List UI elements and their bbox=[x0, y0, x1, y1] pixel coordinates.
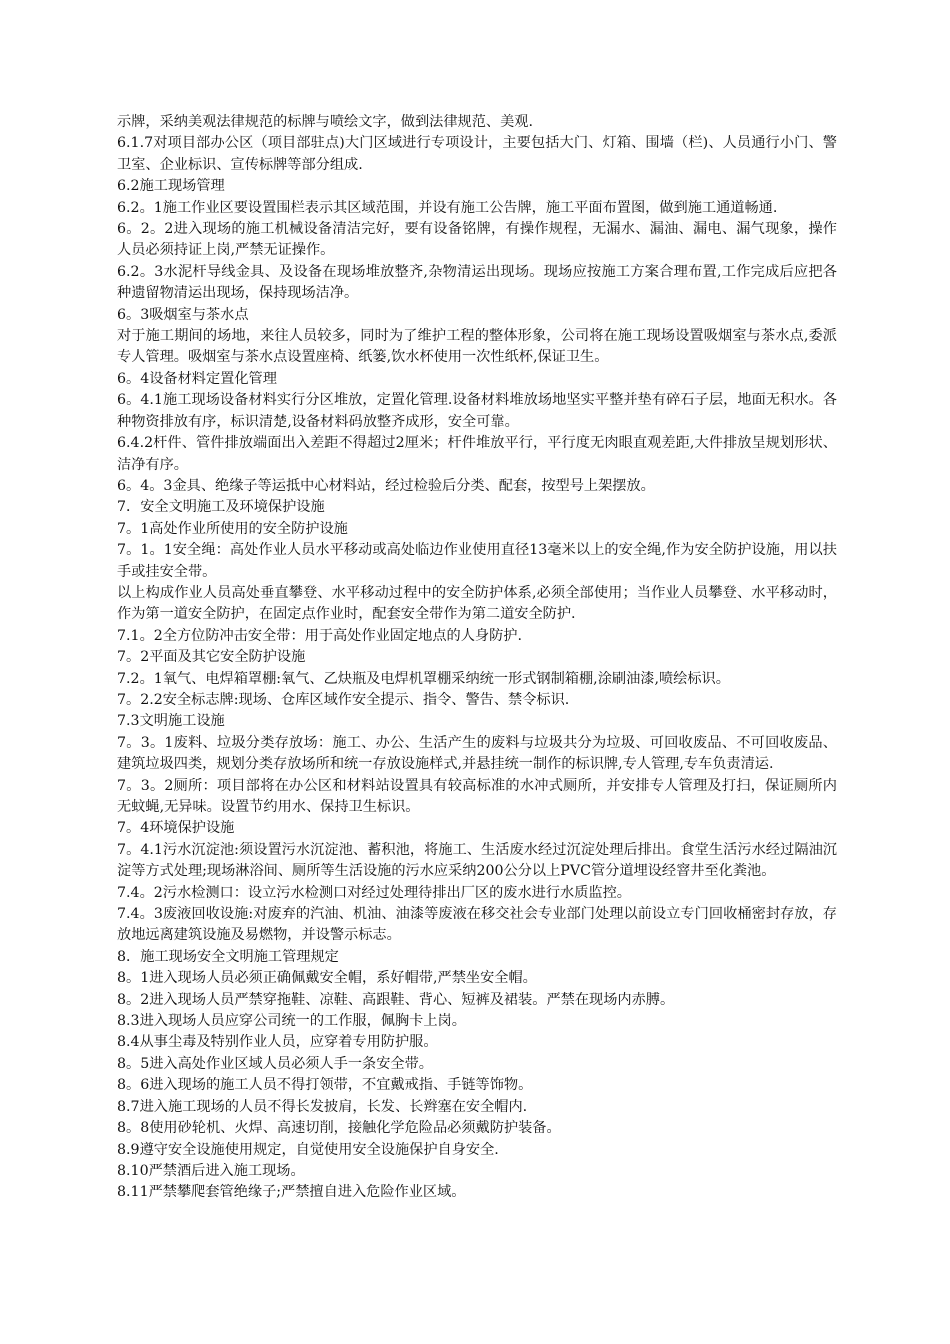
paragraph: 8.7进入施工现场的人员不得长发披肩，长发、长辫塞在安全帽内. bbox=[117, 1098, 528, 1115]
section-heading: 6。4设备材料定置化管理 bbox=[117, 370, 277, 387]
paragraph: 7.1。2全方位防冲击安全带：用于高处作业固定地点的人身防护. bbox=[117, 627, 522, 644]
paragraph: 8。6进入现场的施工人员不得打领带，不宜戴戒指、手链等饰物。 bbox=[117, 1077, 533, 1094]
paragraph: 7.4。3废液回收设施:对废弃的汽油、机油、油漆等废液在移交社会专业部门处理以前设立专门回收桶密封存放，存放地远离建筑设施及易燃物，并设警示标志。 bbox=[117, 906, 837, 944]
paragraph: 8.4从事尘毒及特别作业人员，应穿着专用防护服。 bbox=[117, 1034, 438, 1051]
paragraph: 6.1.7对项目部办公区（项目部驻点)大门区域进行专项设计，主要包括大门、灯箱、围墙（栏)、人员通行小门、警卫室、企业标识、宣传标牌等部分组成. bbox=[117, 135, 837, 173]
document-page bbox=[117, 112, 837, 1204]
section-heading: 7.3文明施工设施 bbox=[117, 713, 225, 730]
paragraph: 8.9遵守安全设施使用规定，自觉使用安全设施保护自身安全. bbox=[117, 1141, 499, 1158]
paragraph: 7。3。1废料、垃圾分类存放场：施工、办公、生活产生的废料与垃圾共分为垃圾、可回收废品、不可回收废品、建筑垃圾四类，规划分类存放场所和统一存放设施样式,并悬挂统一制作的标识牌,专人管理,专车负责清运. bbox=[117, 734, 837, 773]
paragraph: 对于施工期间的场地，来往人员较多，同时为了维护工程的整体形象，公司将在施工现场设置吸烟室与茶水点,委派专人管理。吸烟室与茶水点设置座椅、纸篓,饮水杯使用一次性纸杯,保证卫生。 bbox=[117, 328, 837, 366]
paragraph: 7。1。1安全绳：高处作业人员水平移动或高处临边作业使用直径13毫米以上的安全绳,作为安全防护设施，用以扶手或挂安全带。 bbox=[117, 542, 837, 580]
section-heading: 6.2施工现场管理 bbox=[117, 178, 225, 195]
paragraph: 6.4.2杆件、管件排放端面出入差距不得超过2厘米；杆件堆放平行，平行度无肉眼直观差距,大件排放呈规划形状、洁净有序。 bbox=[117, 435, 837, 473]
paragraph: 8。8使用砂轮机、火焊、高速切削，接触化学危险品必须戴防护装备。 bbox=[117, 1120, 561, 1137]
paragraph: 8.10严禁酒后进入施工现场。 bbox=[117, 1162, 305, 1179]
paragraph: 8.3进入现场人员应穿公司统一的工作服，佩胸卡上岗。 bbox=[117, 1013, 466, 1030]
paragraph: 7。3。2厕所：项目部将在办公区和材料站设置具有较高标准的水冲式厕所，并安排专人管理及打扫，保证厕所内无蚊蝇,无异味。设置节约用水、保持卫生标识。 bbox=[117, 777, 837, 815]
section-heading: 8．施工现场安全文明施工管理规定 bbox=[117, 948, 339, 965]
paragraph: 6。2。2进入现场的施工机械设备清洁完好，要有设备铭牌，有操作规程，无漏水、漏油、漏电、漏气现象，操作人员必须持证上岗,严禁无证操作。 bbox=[117, 221, 837, 259]
paragraph: 7。4.1污水沉淀池:须设置污水沉淀池、蓄积池，将施工、生活废水经过沉淀处理后排出。食堂生活污水经过隔油沉淀等方式处理;现场淋浴间、厕所等生活设施的污水应采纳200公分以上PVC管分道埋设经窨井至化粪池。 bbox=[117, 841, 837, 880]
paragraph: 6.2。1施工作业区要设置围栏表示其区域范围，并设有施工公告牌，施工平面布置图，做到施工通道畅通. bbox=[117, 199, 778, 216]
paragraph: 以上构成作业人员高处垂直攀登、水平移动过程中的安全防护体系,必须全部使用；当作业人员攀登、水平移动时，作为第一道安全防护，在固定点作业时，配套安全带作为第二道安全防护. bbox=[117, 584, 837, 623]
paragraph: 8。5进入高处作业区域人员必须人手一条安全带。 bbox=[117, 1055, 433, 1072]
section-heading: 7。2平面及其它安全防护设施 bbox=[117, 649, 306, 666]
paragraph: 7.2。1氧气、电焊箱罩棚:氧气、乙炔瓶及电焊机罩棚采纳统一形式钢制箱棚,涂刷油漆,喷绘标识。 bbox=[117, 670, 730, 687]
paragraph: 6。4。3金具、绝缘子等运抵中心材料站，经过检验后分类、配套，按型号上架摆放。 bbox=[117, 477, 655, 494]
paragraph: 6。4.1施工现场设备材料实行分区堆放，定置化管理.设备材料堆放场地坚实平整并垫有碎石子层，地面无积水。各种物资排放有序，标识清楚,设备材料码放整齐成形，安全可靠。 bbox=[117, 392, 837, 430]
section-heading: 6。3吸烟室与茶水点 bbox=[117, 306, 249, 323]
paragraph: 6.2。3水泥杆导线金具、及设备在现场堆放整齐,杂物清运出现场。现场应按施工方案合理布置,工作完成后应把各种遗留物清运出现场，保持现场洁净。 bbox=[117, 263, 837, 302]
section-heading: 7。4环境保护设施 bbox=[117, 820, 235, 837]
paragraph: 8。2进入现场人员严禁穿拖鞋、凉鞋、高跟鞋、背心、短裤及裙装。严禁在现场内赤膊。 bbox=[117, 991, 675, 1008]
paragraph: 示牌，采纳美观法律规范的标牌与喷绘文字，做到法律规范、美观. bbox=[117, 114, 533, 130]
paragraph: 8.11严禁攀爬套管绝缘子;严禁擅自进入危险作业区域。 bbox=[117, 1184, 466, 1201]
paragraph: 7.4。2污水检测口：设立污水检测口对经过处理待排出厂区的废水进行水质监控。 bbox=[117, 884, 631, 901]
paragraph: 7。2.2安全标志牌:现场、仓库区域作安全提示、指令、警告、禁令标识. bbox=[117, 691, 570, 708]
section-heading: 7．安全文明施工及环境保护设施 bbox=[117, 499, 325, 516]
paragraph: 8。1进入现场人员必须正确佩戴安全帽，系好帽带,严禁坐安全帽。 bbox=[117, 970, 537, 987]
section-heading: 7。1高处作业所使用的安全防护设施 bbox=[117, 520, 348, 537]
